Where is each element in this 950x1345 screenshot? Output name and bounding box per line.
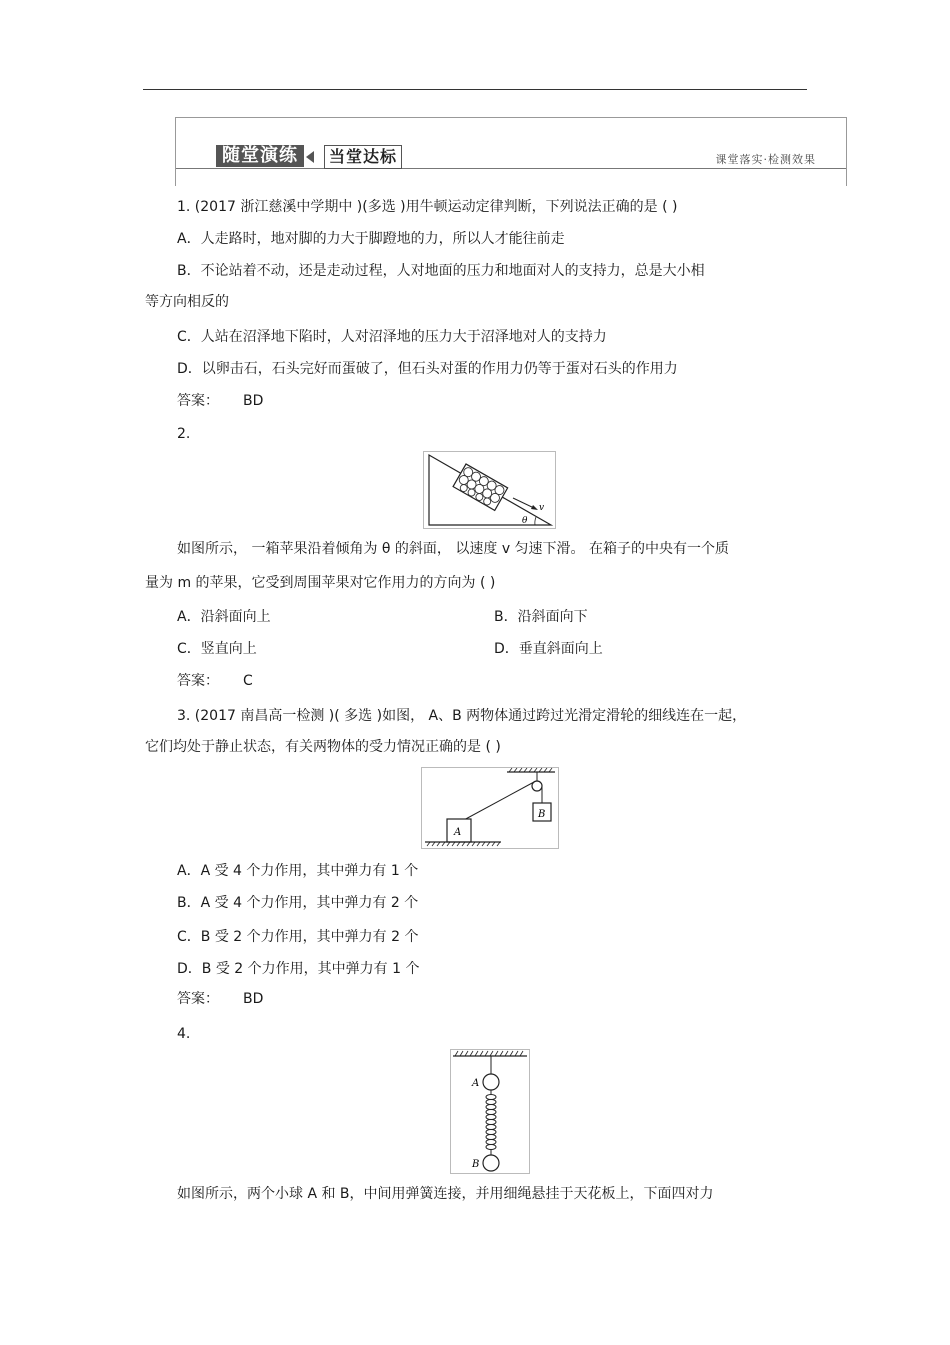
q3-block-a-label: A bbox=[454, 827, 462, 838]
banner-arrow-icon bbox=[306, 151, 314, 163]
q3-option-c: C．B 受 2 个力作用，其中弹力有 2 个 bbox=[177, 929, 419, 945]
q3-option-a: A．A 受 4 个力作用，其中弹力有 1 个 bbox=[177, 863, 419, 879]
q1-stem: 1. (2017 浙江慈溪中学期中 )(多选 )用牛顿运动定律判断，下列说法正确的是 ( ) bbox=[177, 199, 678, 215]
banner-subtitle: 当堂达标 bbox=[324, 145, 402, 169]
q4-number: 4. bbox=[177, 1026, 191, 1042]
q1-option-a: A．人走路时，地对脚的力大于脚蹬地的力，所以人才能往前走 bbox=[177, 231, 565, 247]
section-banner bbox=[175, 117, 847, 186]
q2-option-c: C．竖直向上 bbox=[177, 641, 257, 657]
q2-option-a: A．沿斜面向上 bbox=[177, 609, 271, 625]
q3-stem-line2: 它们均处于静止状态，有关两物体的受力情况正确的是 ( ) bbox=[145, 739, 501, 755]
q2-option-b: B．沿斜面向下 bbox=[494, 609, 588, 625]
q3-option-d: D．B 受 2 个力作用，其中弹力有 1 个 bbox=[177, 961, 420, 977]
q1-option-d: D．以卵击石，石头完好而蛋破了，但石头对蛋的作用力仍等于蛋对石头的作用力 bbox=[177, 361, 678, 377]
q1-answer: BD bbox=[243, 393, 264, 409]
q2-stem-line2: 量为 m 的苹果，它受到周围苹果对它作用力的方向为 ( ) bbox=[145, 575, 496, 591]
q1-answer-label: 答案： bbox=[177, 393, 219, 409]
q3-stem-line1: 3. (2017 南昌高一检测 )( 多选 )如图， A、B 两物体通过跨过光滑定滑轮的细线连在一起， bbox=[177, 708, 747, 724]
banner-underline bbox=[176, 168, 846, 169]
q4-stem-line1: 如图所示，两个小球 A 和 B，中间用弹簧连接，并用细绳悬挂于天花板上，下面四对力 bbox=[177, 1186, 714, 1202]
q3-option-b: B．A 受 4 个力作用，其中弹力有 2 个 bbox=[177, 895, 419, 911]
q2-option-d: D．垂直斜面向上 bbox=[494, 641, 603, 657]
q2-incline-figure bbox=[423, 451, 556, 529]
banner-right-text: 课堂落实·检测效果 bbox=[715, 153, 816, 166]
q2-velocity-label: v bbox=[539, 503, 545, 513]
q2-angle-label: θ bbox=[522, 516, 528, 526]
q4-ball-b-label: B bbox=[472, 1159, 480, 1170]
q2-answer-label: 答案： bbox=[177, 673, 219, 689]
q2-number: 2. bbox=[177, 426, 191, 442]
q1-option-b: B．不论站着不动，还是走动过程，人对地面的压力和地面对人的支持力，总是大小相 bbox=[177, 263, 705, 279]
q3-pulley-figure bbox=[421, 767, 559, 849]
q3-answer-label: 答案： bbox=[177, 991, 219, 1007]
banner-title: 随堂演练 bbox=[216, 145, 304, 167]
q2-stem-line1: 如图所示， 一箱苹果沿着倾角为 θ 的斜面， 以速度 v 匀速下滑。 在箱子的中央有一个质 bbox=[177, 541, 729, 557]
q3-block-b-label: B bbox=[538, 809, 546, 820]
q4-spring-figure bbox=[450, 1049, 530, 1174]
q1-option-c: C．人站在沼泽地下陷时，人对沼泽地的压力大于沼泽地对人的支持力 bbox=[177, 329, 607, 345]
q3-answer: BD bbox=[243, 991, 264, 1007]
q2-answer: C bbox=[243, 673, 253, 689]
header-rule bbox=[143, 89, 807, 90]
q1-option-b-cont: 等方向相反的 bbox=[145, 294, 229, 310]
q4-ball-a-label: A bbox=[472, 1078, 480, 1089]
